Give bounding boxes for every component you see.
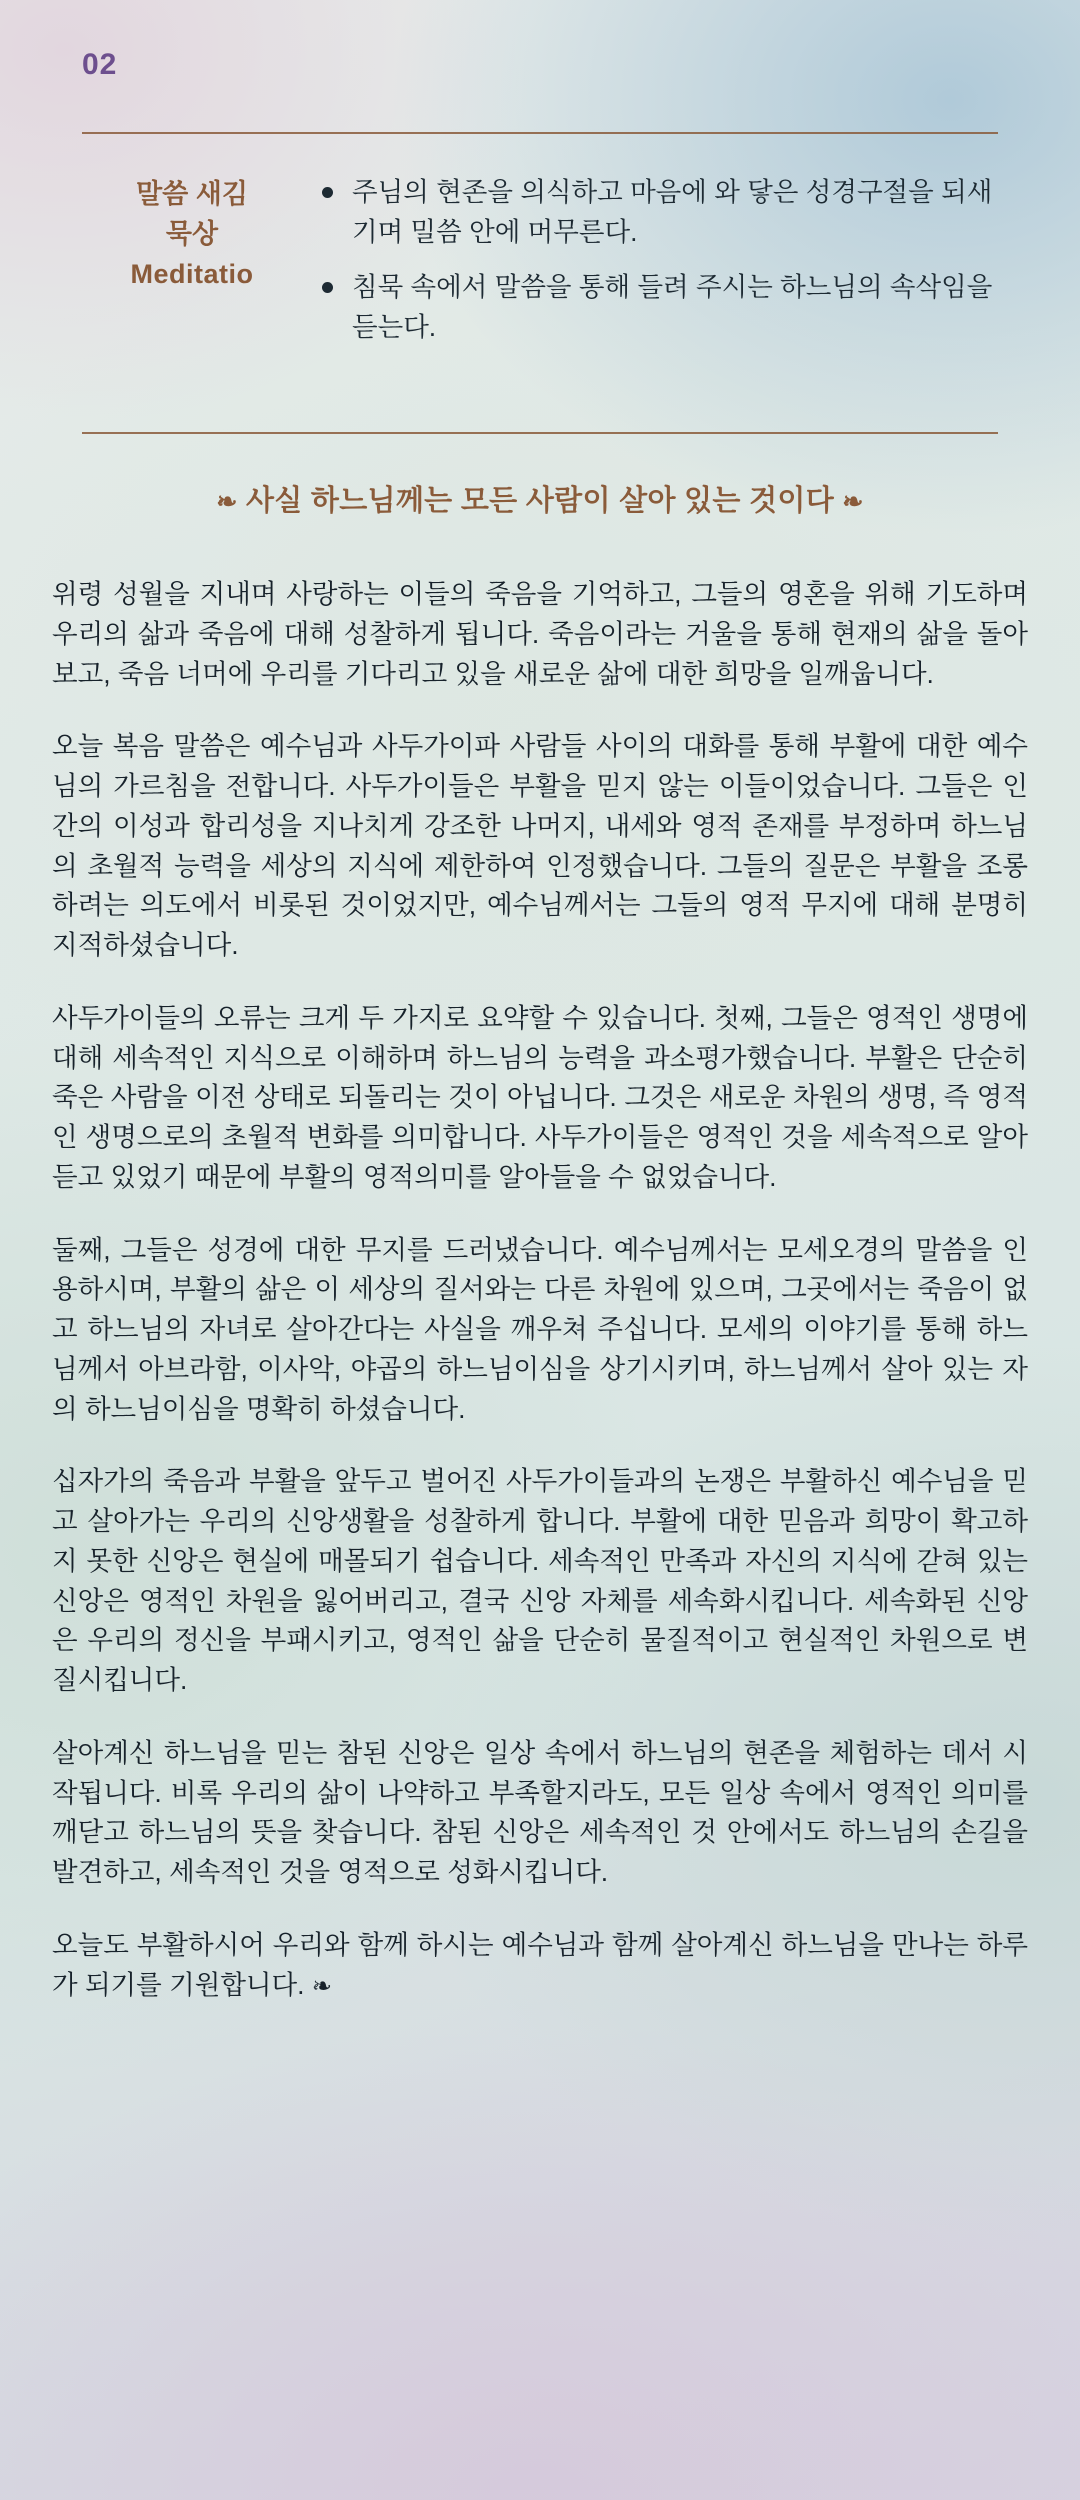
paragraph: 둘째, 그들은 성경에 대한 무지를 드러냈습니다. 예수님께서는 모세오경의 말씀을 인용하시며, 부활의 삶은 이 세상의 질서와는 다른 차원에 있으며, 그곳에서는 죽음이 없고 하느님의 자녀로 살아간다는 사실을 깨우쳐 주십니다. 모세의 이야기를 통해 하느님께서 아브라함, 이사악, 야곱의 하느님이심을 상기시키며, 하느님께서 살아 있는 자의 하느님이심을 명확히 하셨습니다. <box>52 1234 1028 1424</box>
flower-ornament-right-icon: ❧ <box>842 488 864 516</box>
divider-bottom <box>82 432 998 434</box>
paragraph-final <box>52 1926 1028 2006</box>
meditatio-heading <box>82 175 302 295</box>
section-title-text: 사실 하느님께는 모든 사람이 살아 있는 것이다 <box>245 485 835 517</box>
paragraph: 살아계신 하느님을 믿는 참된 신앙은 일상 속에서 하느님의 현존을 체험하는 데서 시작됩니다. 비록 우리의 삶이 나약하고 부족할지라도, 모든 일상 속에서 영적인 의미를 깨닫고 하느님의 뜻을 찾습니다. 참된 신앙은 세속적인 것 안에서도 하느님의 손길을 발견하고, 세속적인 것을 영적으로 성화시킵니다. <box>52 1737 1028 1887</box>
meditatio-label-korean-1: 말씀 새김 <box>136 179 248 209</box>
meditatio-label-latin: Meditatio <box>130 258 254 289</box>
paragraph-final-text: 오늘도 부활하시어 우리와 함께 하시는 예수님과 함께 살아계신 하느님을 만나는 하루가 되기를 기원합니다. <box>52 1929 1028 2000</box>
meditatio-label-korean-2: 묵상 <box>165 218 219 249</box>
meditatio-bullet-list <box>318 172 1000 361</box>
body-text <box>52 575 1028 2005</box>
paragraph: 오늘 복음 말씀은 예수님과 사두가이파 사람들 사이의 대화를 통해 부활에 대한 예수님의 가르침을 전합니다. 사두가이들은 부활을 믿지 않는 이들이었습니다. 그들은 인간의 이성과 합리성을 지나치게 강조한 나머지, 내세와 영적 존재를 부정하며 하느님의 초월적 능력을 세상의 지식에 제한하여 인정했습니다. 그들의 질문은 부활을 조롱하려는 의도에서 비롯된 것이었지만, 예수님께서는 그들의 영적 무지에 대해 분명히 지적하셨습니다. <box>52 731 1028 960</box>
list-item: 주님의 현존을 의식하고 마음에 와 닿은 성경구절을 되새기며 밀씀 안에 머무른다. <box>318 172 1000 253</box>
flower-ornament-end-icon: ❧ <box>311 1972 332 2000</box>
paragraph: 십자가의 죽음과 부활을 앞두고 벌어진 사두가이들과의 논쟁은 부활하신 예수님을 믿고 살아가는 우리의 신앙생활을 성찰하게 합니다. 부활에 대한 믿음과 희망이 확고하지 못한 신앙은 현실에 매몰되기 쉽습니다. 세속적인 만족과 자신의 지식에 갇혀 있는 신앙은 영적인 차원을 잃어버리고, 결국 신앙 자체를 세속화시킵니다. 세속화된 신앙은 우리의 정신을 부패시키고, 영적인 삶을 단순히 물질적이고 현실적인 차원으로 변질시킵니다. <box>52 1466 1028 1695</box>
divider-top <box>82 132 998 134</box>
page-number: 02 <box>82 48 118 81</box>
flower-ornament-left-icon: ❧ <box>216 488 238 516</box>
paragraph: 위령 성월을 지내며 사랑하는 이들의 죽음을 기억하고, 그들의 영혼을 위해 기도하며 우리의 삶과 죽음에 대해 성찰하게 됩니다. 죽음이라는 거울을 통해 현재의 삶을 돌아보고, 죽음 너머에 우리를 기다리고 있을 새로운 삶에 대한 희망을 일깨웁니다. <box>52 579 1028 689</box>
list-item: 침묵 속에서 말씀을 통해 들려 주시는 하느님의 속삭임을 듣는다. <box>318 267 1000 348</box>
section-title <box>0 478 1080 519</box>
paragraph: 사두가이들의 오류는 크게 두 가지로 요약할 수 있습니다. 첫째, 그들은 영적인 생명에 대해 세속적인 지식으로 이해하며 하느님의 능력을 과소평가했습니다. 부활은 단순히 죽은 사람을 이전 상태로 되돌리는 것이 아닙니다. 그것은 새로운 차원의 생명, 즉 영적인 생명으로의 초월적 변화를 의미합니다. 사두가이들은 영적인 것을 세속적으로 알아듣고 있었기 때문에 부활의 영적의미를 알아들을 수 없었습니다. <box>52 1002 1028 1192</box>
